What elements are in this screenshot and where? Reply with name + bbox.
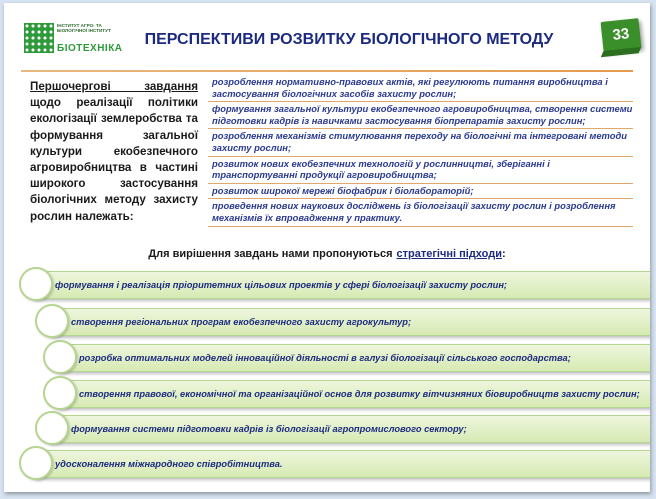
approach-bullet-icon: [43, 376, 77, 410]
approaches-heading-tail: :: [501, 248, 506, 260]
strategic-approaches-link[interactable]: стратегічні підходи: [396, 248, 502, 260]
approach-bullet-icon: [19, 446, 53, 480]
task-item: розроблення нормативно-правових актів, які регулюють питання виробництва і застосування біологічних засобів захисту рослин;: [208, 75, 633, 102]
priority-tasks-lead: Першочергові завдання: [30, 80, 198, 93]
page-title: ПЕРСПЕКТИВИ РОЗВИТКУ БІОЛОГІЧНОГО МЕТОДУ: [144, 31, 554, 48]
approach-bullet-icon: [35, 304, 69, 338]
approach-item: удосконалення міжнародного співробітництва.: [34, 450, 650, 478]
approach-item: створення регіональних програм екобезпечного захисту агрокультур;: [50, 308, 650, 336]
task-item: розроблення механізмів стимулювання переходу на біологічні та інтегровані методи захисту рослин;: [208, 129, 633, 156]
logo-brand: БІОТЕХНІКА: [57, 43, 123, 54]
approach-bullet-icon: [35, 411, 69, 445]
approaches-heading-text: Для вирішення завдань нами пропонуються: [148, 248, 393, 260]
slide: [4, 3, 650, 492]
approach-item: формування і реалізація пріоритетних цільових проектів у сфері біологізації захисту рослин;: [34, 271, 650, 299]
approach-item: формування системи підготовки кадрів із біологізації агропромислового сектору;: [50, 415, 650, 443]
page-number: 33: [611, 25, 631, 44]
approach-item: створення правової, економічної та організаційної основ для розвитку вітчизняних біовиробництв захисту рослин;: [58, 380, 650, 408]
approach-bullet-icon: [19, 267, 53, 301]
task-item: розвиток нових екобезпечних технологій у рослинництві, зберіганні і транспортуванні продукції агровиробництва;: [208, 157, 633, 184]
task-item: розвиток широкої мережі біофабрик і біолабораторій;: [208, 184, 633, 200]
logo-institute-text: ІНСТИТУТ АГРО- ТА БІОЛОГІЧНОЇ ІНСТИТУТ: [57, 23, 111, 34]
task-item: формування загальної культури екобезпечного агровиробництва, створення системи підготовки кадрів із навичками застосування біопрепаратів захисту рослин;: [208, 102, 633, 129]
approaches-list: [4, 3, 650, 492]
approach-item: розробка оптимальних моделей інноваційної діяльності в галузі біологізації сільського господарства;: [58, 344, 650, 372]
priority-tasks-rest: щодо реалізації політики екологізації землеробства та формування загальної культури екобезпечного агровиробництва в частині широкого застосування біологічних методу захисту рослин належать:: [30, 96, 198, 223]
task-item: проведення нових наукових досліджень із біологізації захисту рослин і розроблення механізмів їх впровадження у практику.: [208, 199, 633, 226]
approach-bullet-icon: [43, 340, 77, 374]
